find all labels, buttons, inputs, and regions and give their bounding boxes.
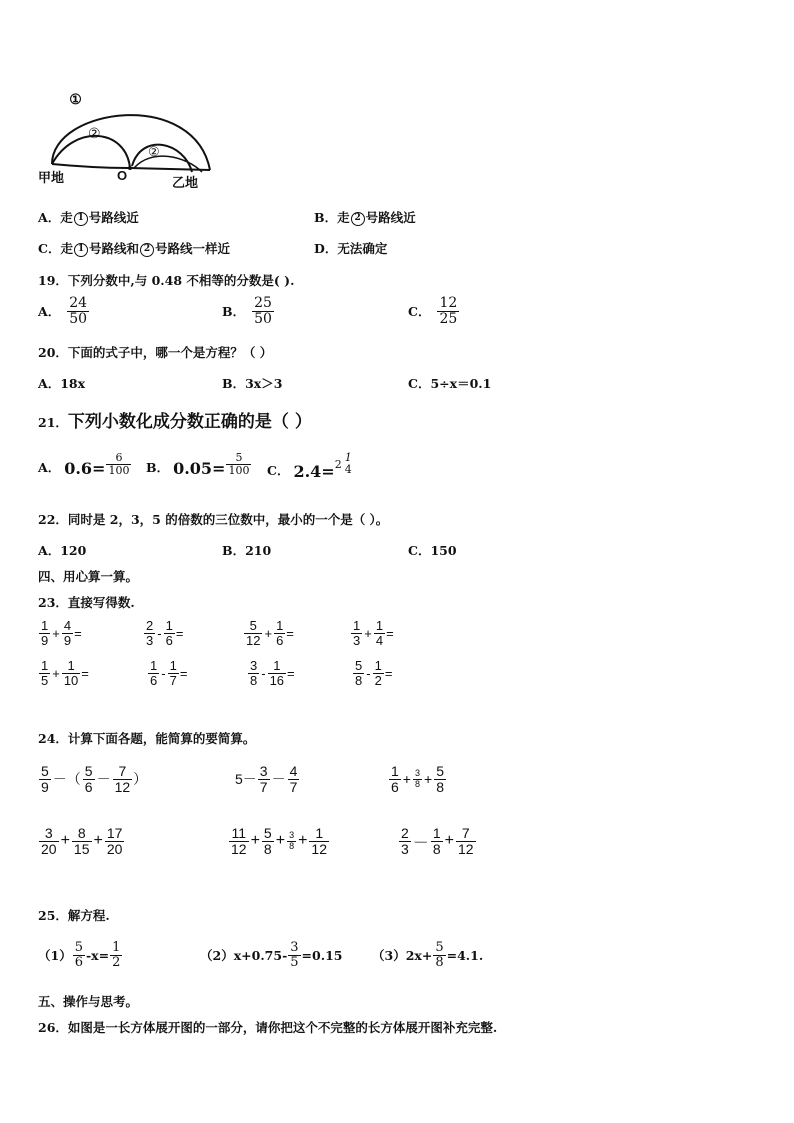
q21-option-a[interactable]: A． 0.6= $\frac{6}{100}$ (38, 451, 130, 479)
q21-option-b[interactable]: B． 0.05= $\frac{5}{100}$ (146, 451, 250, 479)
q22-option-a[interactable]: A．120 (38, 543, 87, 558)
q18-option-a[interactable]: A．走 1 号路线近 (38, 210, 139, 225)
fraction: 1 4 (344, 451, 352, 476)
section-4-heading: 四、用心算一算。 (38, 569, 139, 584)
q24-expression-4[interactable]: $\frac{3}{20}$ + $\frac{8}{15}$ + $\frac{17}{20}$ (41, 825, 123, 857)
q18-option-c[interactable]: C．走 1 号路线和 2 号路线一样近 (38, 241, 230, 256)
route-1-label: ① (69, 91, 82, 108)
location-a-label: 甲地 (38, 170, 65, 185)
q19-option-a[interactable]: A． $\frac{24}{50}$ (38, 295, 88, 327)
q23-item[interactable]: $\frac{2}{3}$ - $\frac{1}{6}$ = (146, 618, 184, 648)
q18-option-d[interactable]: D．无法确定 (314, 241, 388, 256)
q21-stem: 21． 下列小数化成分数正确的是（ ） (38, 412, 312, 432)
route-2-label: ② (88, 126, 101, 142)
q26-stem: 26．如图是一长方体展开图的一部分，请你把这个不完整的长方体展开图补充完整. (38, 1020, 498, 1035)
q23-item[interactable]: $\frac{1}{3}$ + $\frac{1}{4}$ = (353, 618, 394, 648)
q19-option-c[interactable]: C． $\frac{12}{25}$ (408, 295, 458, 327)
q20-option-b[interactable]: B．3x＞3 (222, 376, 283, 391)
fraction: $\frac{12}{25}$ (439, 295, 458, 327)
center-o-label: O (117, 168, 128, 183)
q24-stem: 24．计算下面各题，能简算的要简算。 (38, 731, 256, 746)
q23-item[interactable]: $\frac{1}{5}$ + $\frac{1}{10}$ = (41, 658, 89, 688)
q20-option-a[interactable]: A．18x (38, 376, 86, 391)
q24-expression-5[interactable]: $\frac{11}{12}$ + $\frac{5}{8}$ + $\frac{3}{8}$ + $\frac{1}{12}$ (231, 825, 327, 857)
q25-equation-2[interactable]: （2）x+0.75- $\frac{3}{5}$ =0.15 (200, 940, 343, 970)
q19-stem: 19．下列分数中,与 0.48 不相等的分数是( ). (38, 273, 295, 288)
q21-option-c[interactable]: C． 2.4= 2 1 4 (267, 451, 352, 482)
section-5-heading: 五、操作与思考。 (38, 994, 139, 1009)
q22-option-b[interactable]: B．210 (222, 543, 272, 558)
q22-stem: 22．同时是 2，3，5 的倍数的三位数中，最小的一个是（ ）。 (38, 512, 389, 527)
fraction: $\frac{5}{100}$ (228, 451, 250, 477)
fraction: $\frac{25}{50}$ (254, 295, 272, 327)
fraction: $\frac{24}{50}$ (69, 295, 88, 327)
location-b-label: 乙地 (172, 175, 199, 190)
q22-option-c[interactable]: C．150 (408, 543, 457, 558)
q20-stem: 20．下面的式子中，哪一个是方程？（ ） (38, 345, 273, 360)
q25-stem: 25．解方程. (38, 908, 110, 923)
q23-item[interactable]: $\frac{5}{12}$ + $\frac{1}{6}$ = (246, 618, 294, 648)
q24-expression-6[interactable]: $\frac{2}{3}$ － $\frac{1}{8}$ + $\frac{7}{12}$ (401, 825, 474, 857)
q23-item[interactable]: $\frac{5}{8}$ - $\frac{1}{2}$ = (355, 658, 393, 688)
q24-expression-1[interactable]: $\frac{5}{9}$ －（ $\frac{5}{6}$ － $\frac{7}{12}$ ） (41, 763, 148, 795)
q23-item[interactable]: $\frac{3}{8}$ - $\frac{1}{16}$ = (250, 658, 295, 688)
q23-item[interactable]: $\frac{1}{6}$ - $\frac{1}{7}$ = (150, 658, 188, 688)
q24-expression-2[interactable]: 5－ $\frac{3}{7}$ － $\frac{4}{7}$ (235, 763, 298, 795)
q25-equation-1[interactable]: （1） $\frac{5}{6}$ -x= $\frac{1}{2}$ (38, 940, 121, 970)
route-figure (34, 88, 224, 188)
route-3-label: ② (148, 145, 160, 160)
q23-item[interactable]: $\frac{1}{9}$ + $\frac{4}{9}$ = (41, 618, 82, 648)
q25-equation-3[interactable]: （3）2x+ $\frac{5}{8}$ =4.1. (372, 940, 484, 970)
q19-option-b[interactable]: B． $\frac{25}{50}$ (222, 295, 272, 327)
fraction: $\frac{6}{100}$ (108, 451, 130, 477)
q20-option-c[interactable]: C．5÷x＝0.1 (408, 376, 492, 391)
q24-expression-3[interactable]: $\frac{1}{6}$ + $\frac{3}{8}$ + $\frac{5}{8}$ (391, 763, 444, 795)
q18-option-b[interactable]: B．走 2 号路线近 (314, 210, 416, 225)
q23-stem: 23．直接写得数. (38, 595, 135, 610)
